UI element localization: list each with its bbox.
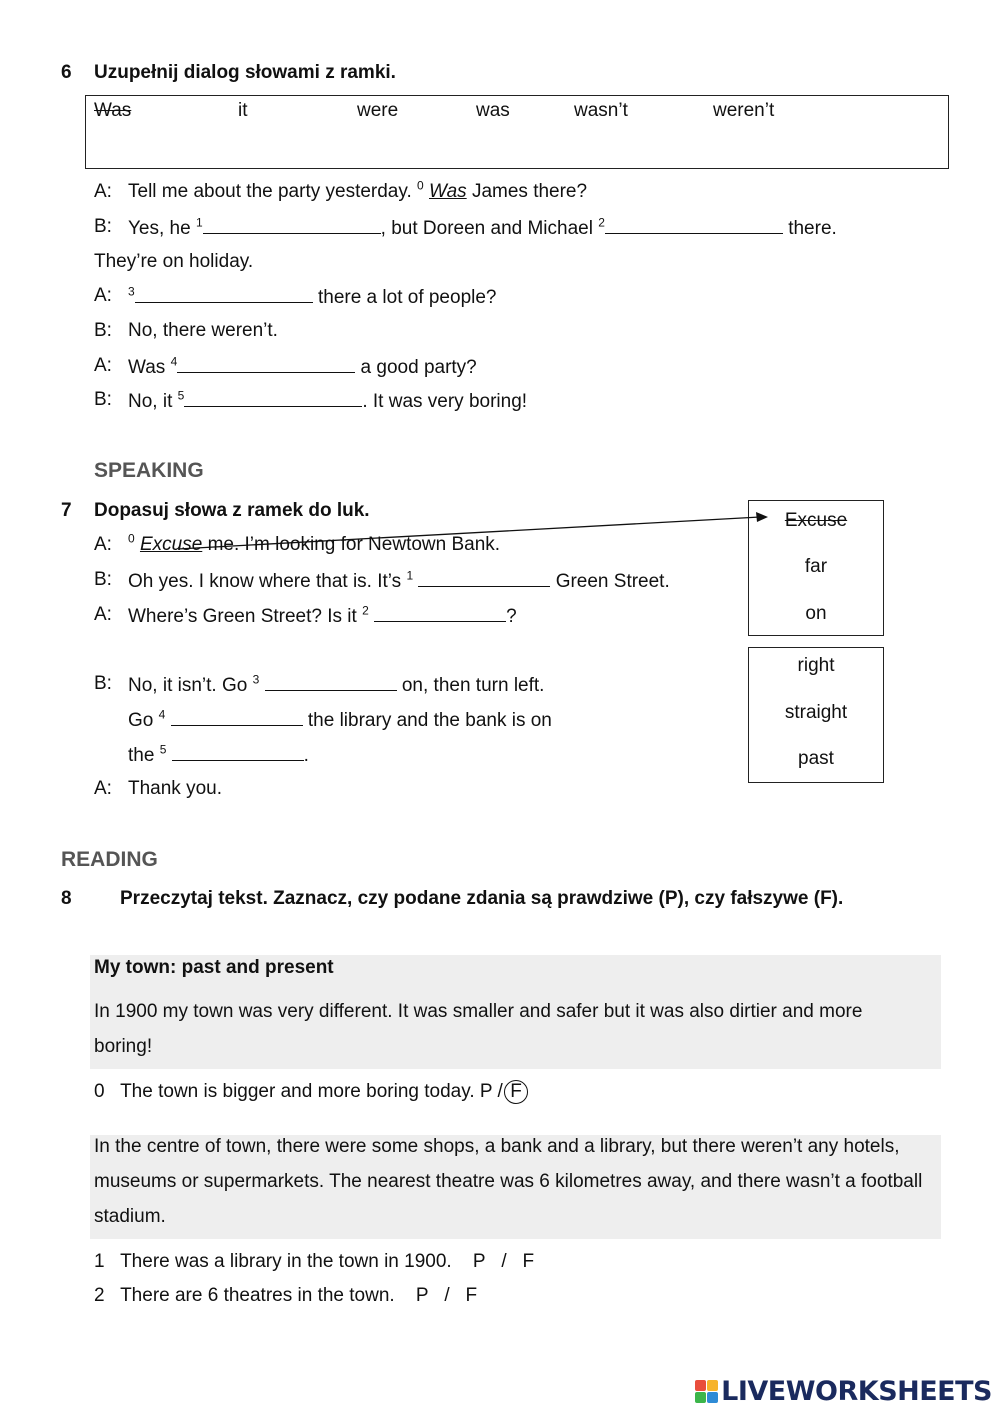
line-text: there a lot of people? [317,287,497,308]
line-text: me. I’m looking for Newtown Bank. [207,534,501,555]
word-box-word: past [798,748,834,769]
gap-number: 1 [195,215,203,230]
word-box-word: it [238,100,248,121]
example-answer: Excuse [139,534,203,555]
line-text: ? [506,606,517,627]
gap-number: 4 [158,707,166,722]
logo-square [695,1380,706,1391]
reading-heading: READING [61,848,158,871]
speaker: B: [94,389,112,410]
gap-1-blank[interactable] [418,568,550,587]
logo-square [707,1392,718,1403]
speaker: B: [94,320,112,341]
gap-number: 3 [128,284,135,299]
exercise-7-instruction: Dopasuj słowa z ramek do luk. [94,500,370,521]
word-box-word: wasn’t [574,100,628,121]
word-box-word: far [804,556,828,577]
line-text: Where’s Green Street? Is it [128,606,357,627]
logo-text: LIVEWORKSHEETS [721,1376,992,1407]
question-text: There was a library in the town in 1900. [120,1251,452,1272]
logo-icon [695,1380,718,1403]
gap-number: 4 [170,354,178,369]
separator: / [501,1251,507,1272]
line-text: Tell me about the party yesterday. [128,181,412,202]
speaker: A: [94,355,112,376]
word-box-word: on [805,603,827,624]
reading-text-title: My town: past and present [94,957,334,978]
speaker: A: [94,604,112,625]
dialog-7-line-6 [128,742,309,768]
line-text: Oh yes. I know where that is. It’s [128,571,402,592]
question-text: There are 6 theatres in the town. [120,1285,395,1306]
false-option[interactable]: F [465,1285,478,1306]
line-text: the [128,745,155,766]
speaking-heading: SPEAKING [94,459,204,482]
dialog-6-line-3: They’re on holiday. [94,251,254,272]
word-box-word: Was [94,100,132,121]
line-text: . It was very boring! [362,391,528,412]
speaker: B: [94,673,112,694]
question-0 [94,1080,528,1104]
exercise-6-instruction: Uzupełnij dialog słowami z ramki. [94,62,396,83]
question-number: 1 [94,1251,105,1272]
gap-number: 1 [406,568,414,583]
speaker: B: [94,216,112,237]
word-box-word: right [797,655,835,676]
gap-number: 0 [417,178,424,193]
gap-number: 5 [177,388,185,403]
true-option[interactable]: P [472,1251,486,1272]
question-number: 0 [94,1081,105,1102]
line-text: a good party? [360,357,477,378]
speaker: A: [94,285,112,306]
line-text: , but Doreen and Michael [380,218,593,239]
gap-3-blank[interactable] [265,672,397,691]
line-text: Green Street. [555,571,670,592]
word-box-word: straight [784,702,848,723]
gap-number: 2 [598,215,605,230]
word-box-word: were [357,100,399,121]
line-text: Thank you. [128,778,222,799]
question-1 [94,1250,534,1274]
line-text: Yes, he [128,218,191,239]
gap-number: 5 [159,742,167,757]
speaker: A: [94,778,112,799]
gap-number: 2 [362,603,369,618]
line-text: . [303,745,309,766]
dialog-7-line-5 [128,707,552,733]
gap-5-blank[interactable] [172,742,304,761]
line-text: Was [128,357,166,378]
exercise-8-number: 8 [61,888,72,909]
word-box-word: weren’t [713,100,775,121]
line-text: James there? [471,181,588,202]
speaker: A: [94,181,112,202]
false-option[interactable]: F [522,1251,535,1272]
exercise-8-instruction: Przeczytaj tekst. Zaznacz, czy podane zdania są prawdziwe (P), czy fałszywe (F). [120,888,844,909]
reading-paragraph-2: In the centre of town, there were some shops, a bank and a library, but there weren’t any hotels, museums or supermarkets. The nearest theatre was 6 kilometres away, and there wasn’t a football stadium. [94,1136,923,1227]
gap-4-blank[interactable] [171,707,303,726]
separator: / [444,1285,450,1306]
exercise-7-number: 7 [61,500,72,521]
gap-number: 0 [128,531,135,546]
question-text: The town is bigger and more boring today. [120,1081,475,1102]
line-text: No, it isn’t. Go [128,675,248,696]
logo-square [707,1380,718,1391]
line-text: Go [128,710,154,731]
logo-square [695,1392,706,1403]
speaker: B: [94,569,112,590]
true-option[interactable]: P / [479,1081,503,1102]
reading-paragraph-1: In 1900 my town was very different. It was smaller and safer but it was also dirtier and more boring! [94,1001,863,1057]
line-text: on, then turn left. [401,675,545,696]
question-2 [94,1284,477,1308]
gap-number: 3 [252,672,260,687]
line-text: there. [788,218,837,239]
word-box-word: Excuse [784,510,848,531]
liveworksheets-logo[interactable] [695,1376,992,1407]
line-text: No, it [128,391,173,412]
line-text: the library and the bank is on [307,710,552,731]
word-box-word: was [476,100,510,121]
true-option[interactable]: P [415,1285,429,1306]
exercise-6-number: 6 [61,62,72,83]
line-text: No, there weren’t. [128,320,278,341]
gap-2-blank[interactable] [374,603,506,622]
speaker: A: [94,534,112,555]
example-answer: Was [429,181,467,202]
false-option-selected[interactable]: F [504,1080,528,1104]
question-number: 2 [94,1285,105,1306]
